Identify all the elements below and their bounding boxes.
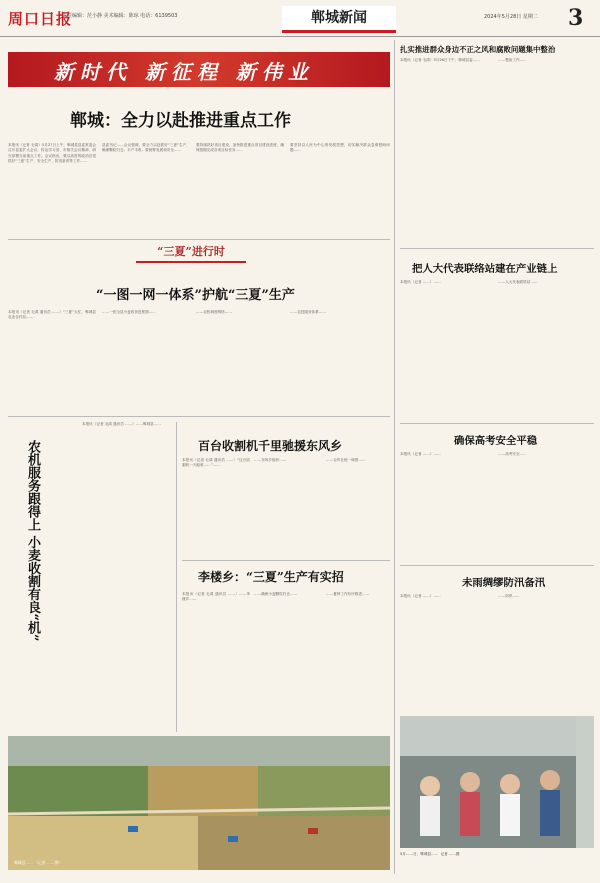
divider	[400, 423, 594, 424]
right-article1-col-1: 本报讯（记者 毛鸿）5月26日下午，郸城县委……	[400, 58, 480, 62]
right-article3-col-1: 本报讯（记者 ……）……	[400, 452, 441, 456]
divider	[400, 248, 594, 249]
lead-col-3: 要持续抓好项目建设，加快推进重点项目建设进度，确保按期完成各项目标任务……	[196, 143, 284, 153]
article1-col-2: ……一张全县小麦收获进度图……	[102, 310, 156, 314]
newspaper-logo: 周口日报	[8, 10, 73, 28]
photo-caption: 郸城县…… （记者 ……摄）	[14, 860, 62, 865]
column-divider	[394, 40, 395, 874]
article3-col-3: ……夏种工作有序推进……	[326, 592, 370, 596]
article2-col-2: ……东风乡组织……	[254, 458, 287, 462]
crowd-photo	[400, 716, 594, 848]
right-article4-headline: 未雨绸缪防汛备汛	[462, 577, 546, 589]
right-article2-col-1: 本报讯（记者 ……）……	[400, 280, 441, 284]
right-photo-caption: 5月……日，郸城县…… 记者 ……摄	[400, 852, 460, 856]
article1-col-4: ……农技服务体系……	[290, 310, 326, 314]
slogan-banner	[8, 52, 390, 87]
article3-col-1: 本报讯（记者 毛鸿 通讯员 ……）……李楼乡……	[182, 592, 250, 602]
right-article2-col-2: ……人大代表联络站……	[498, 280, 538, 284]
article1-col-1: 本报讯（记者 毛鸿 通讯员 ……）“三夏”大忙，郸城县农业农村局……	[8, 310, 96, 320]
divider	[8, 416, 390, 417]
harvest-photo	[8, 736, 390, 870]
article3-col-2: ……确保小麦颗粒归仓……	[254, 592, 298, 596]
article2-headline: 百台收割机千里驰援东风乡	[198, 439, 343, 453]
divider	[176, 422, 177, 732]
right-article1-headline: 扎实推进群众身边不正之风和腐败问题集中整治	[400, 45, 556, 54]
divider	[400, 565, 594, 566]
section-title: 郸城新闻	[282, 6, 396, 33]
right-article4-col-2: ……防汛……	[498, 594, 520, 598]
sanxia-heading: “三夏”进行时	[136, 243, 246, 263]
issue-date: 2024年5月28日 星期二	[484, 14, 538, 20]
side-headline: 农机服务跟得上 小麦收割有良“机”	[25, 440, 40, 642]
right-article3-col-2: ……高考安全……	[498, 452, 527, 456]
article2-col-1: 本报讯（记者 毛鸿 通讯员 ……）“这台收割机一天能收……”……	[182, 458, 250, 468]
article2-col-3: ……合作社统一调度……	[326, 458, 366, 462]
article1-col-3: ……农机调度网络……	[196, 310, 232, 314]
page-number: 3	[568, 5, 584, 31]
right-article1-col-2: ……整治工作……	[498, 58, 527, 62]
lead-headline: 郸城：全力以赴推进重点工作	[70, 111, 291, 131]
right-article3-headline: 确保高考安全平稳	[454, 435, 538, 447]
divider	[8, 239, 390, 240]
lead-col-2: 县委书记……会议强调，要全力以赴抓好“三夏”生产，确保颗粒归仓、丰产丰收；要统筹发展和安全……	[102, 143, 190, 153]
masthead	[0, 0, 600, 37]
lead-col-4: 要坚持以人民为中心的发展思想，切实解决群众急难愁盼问题……	[290, 143, 390, 153]
article1-headline: “一图一网一体系”护航“三夏”生产	[96, 288, 295, 303]
divider	[182, 560, 390, 561]
lead-col-1: 本报讯（记者 毛鸿）5月27日上午，郸城县县委常委会召开县委扩大会议，传达学习省、市相关会议精神，研究部署当前重点工作。会议指出，要以高度的政治自觉抓好“三夏”生产、安全生产、防汛备汛等工作……	[8, 143, 96, 164]
masthead-info: 责任编辑：范小静 美术编辑：陈琼 电话：6139503	[62, 13, 178, 19]
right-article2-headline: 把人大代表联络站建在产业链上	[412, 263, 558, 275]
side-col-1: 本报讯（记者 毛鸿 通讯员 ……）……郸城县……	[82, 422, 161, 426]
right-article4-col-1: 本报讯（记者 ……）……	[400, 594, 441, 598]
slogan-text: 新时代 新征程 新伟业	[54, 60, 314, 84]
article3-headline: 李楼乡：“三夏”生产有实招	[198, 570, 344, 584]
